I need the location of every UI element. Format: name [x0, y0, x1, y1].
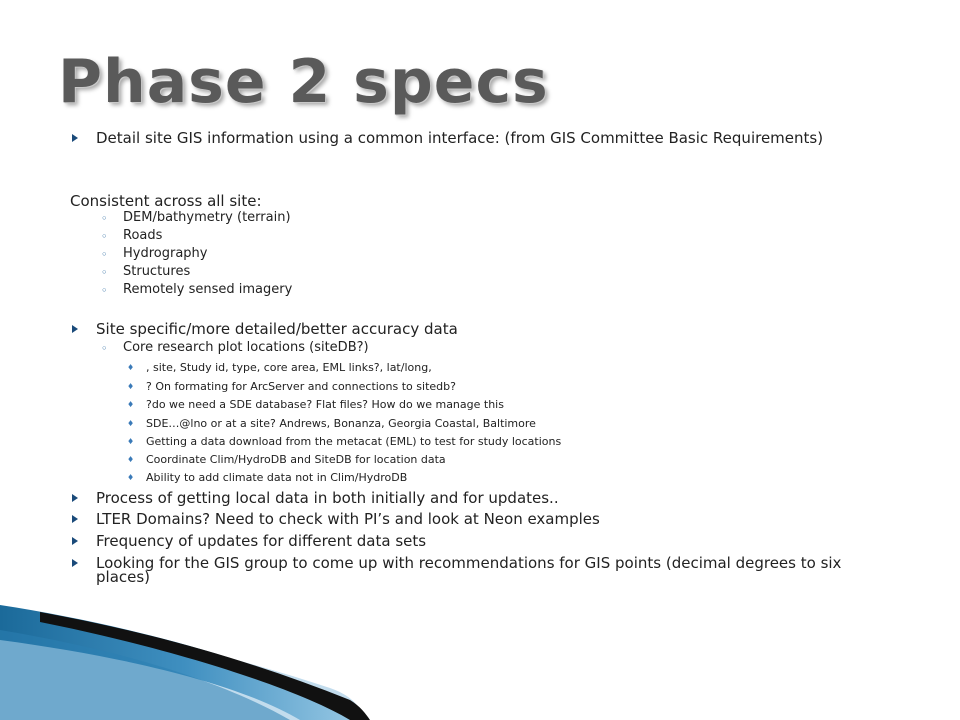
bullet-process: Process of getting local data in both initially and for updates..: [96, 491, 896, 505]
arrow-bullet-icon: [72, 515, 78, 523]
circle-bullet-icon: ◦: [101, 248, 108, 261]
arrow-bullet-icon: [72, 134, 78, 142]
bullet-gis-common: Detail site GIS information using a common interface: (from GIS Committee Basic Requirements): [96, 131, 896, 145]
list-item: ♦ ? On formating for ArcServer and connections to sitedb?: [127, 380, 456, 393]
arrow-bullet-icon: [72, 325, 78, 333]
diamond-bullet-icon: ♦: [127, 419, 135, 428]
diamond-bullet-icon: ♦: [127, 473, 135, 482]
circle-bullet-icon: ◦: [101, 342, 108, 355]
list-item: ◦ Core research plot locations (siteDB?): [101, 340, 369, 355]
diamond-bullet-icon: ♦: [127, 455, 135, 464]
circle-bullet-icon: ◦: [101, 284, 108, 297]
circle-bullet-icon: ◦: [101, 212, 108, 225]
arrow-bullet-icon: [72, 559, 78, 567]
bullet-lter: LTER Domains? Need to check with PI’s and look at Neon examples: [96, 512, 896, 526]
bullet-looking: Looking for the GIS group to come up with recommendations for GIS points (decimal degrees to six places): [96, 556, 896, 584]
list-item: ♦ Ability to add climate data not in Clim/HydroDB: [127, 471, 408, 484]
diamond-bullet-icon: ♦: [127, 400, 135, 409]
list-item: ♦ Coordinate Clim/HydroDB and SiteDB for location data: [127, 453, 446, 466]
consistent-heading: Consistent across all site:: [70, 192, 262, 210]
list-item: ♦ Getting a data download from the metacat (EML) to test for study locations: [127, 435, 562, 448]
list-item: ◦ Roads: [101, 228, 163, 243]
arrow-bullet-icon: [72, 494, 78, 502]
arrow-bullet-icon: [72, 537, 78, 545]
list-item: ◦ DEM/bathymetry (terrain): [101, 210, 291, 225]
circle-bullet-icon: ◦: [101, 230, 108, 243]
page-title: Phase 2 specs: [58, 47, 549, 117]
circle-bullet-icon: ◦: [101, 266, 108, 279]
diamond-bullet-icon: ♦: [127, 363, 135, 372]
diamond-bullet-icon: ♦: [127, 437, 135, 446]
bullet-frequency: Frequency of updates for different data sets: [96, 534, 896, 548]
list-item: ◦ Remotely sensed imagery: [101, 282, 293, 297]
list-item: ◦ Hydrography: [101, 246, 208, 261]
list-item: ◦ Structures: [101, 264, 191, 279]
diamond-bullet-icon: ♦: [127, 382, 135, 391]
bullet-site-specific: Site specific/more detailed/better accuracy data: [96, 322, 896, 336]
list-item: ♦ , site, Study id, type, core area, EML links?, lat/long,: [127, 361, 432, 374]
list-item: ♦ SDE…@lno or at a site? Andrews, Bonanza, Georgia Coastal, Baltimore: [127, 417, 536, 430]
list-item: ♦ ?do we need a SDE database? Flat files? How do we manage this: [127, 398, 504, 411]
